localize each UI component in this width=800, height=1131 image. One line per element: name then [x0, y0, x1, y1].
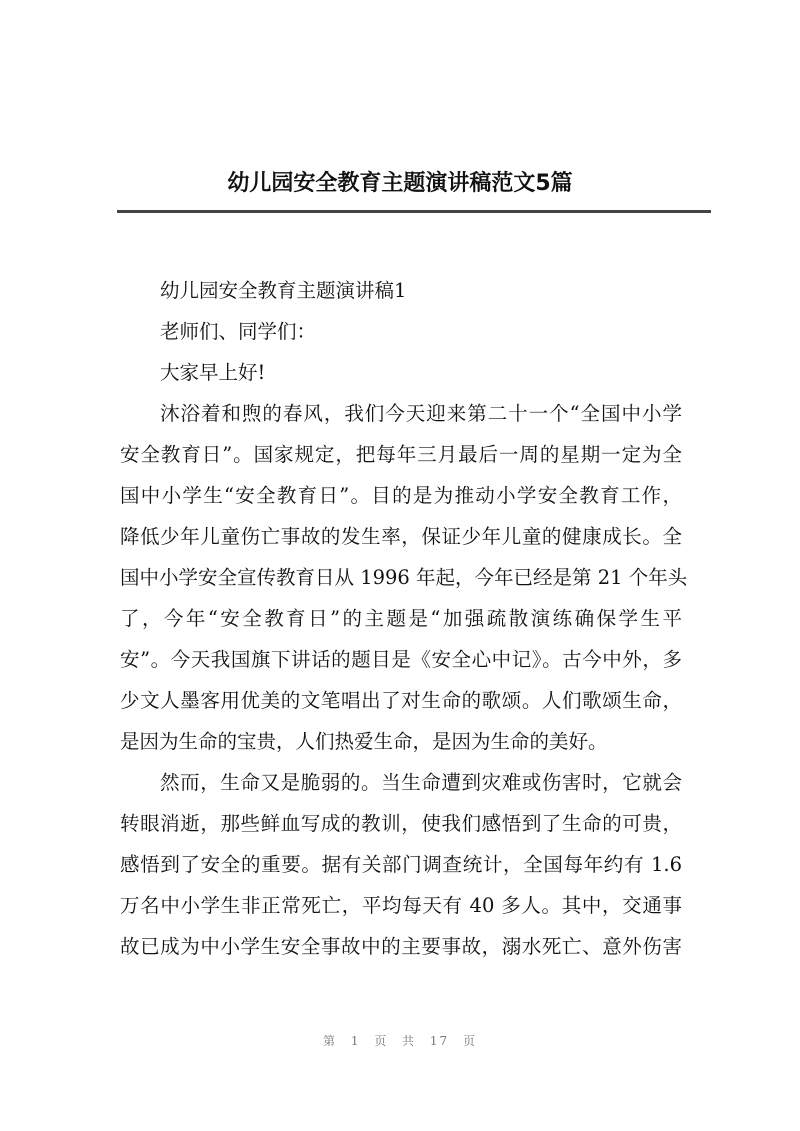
paragraph-line: 故已成为中小学生安全事故中的主要事故，溺水死亡、意外伤害 — [120, 935, 682, 958]
paragraph-line: 是因为生命的宝贵，人们热爱生命，是因为生命的美好。 — [120, 730, 608, 753]
paragraph-line: 少文人墨客用优美的文笔唱出了对生命的歌颂。人们歌颂生命， — [120, 689, 682, 712]
paragraph-line: 国中小学安全宣传教育日从 1996 年起，今年已经是第 21 个年头 — [120, 566, 688, 589]
paragraph-line: 然而，生命又是脆弱的。当生命遭到灾难或伤害时，它就会 — [160, 771, 682, 794]
paragraph-line: 沐浴着和煦的春风，我们今天迎来第二十一个“全国中小学 — [160, 402, 682, 425]
paragraph-line: 国中小学生“安全教育日”。目的是为推动小学安全教育工作， — [120, 484, 682, 507]
paragraph-line: 安全教育日”。国家规定，把每年三月最后一周的星期一定为全 — [120, 443, 682, 466]
paragraph-line: 感悟到了安全的重要。据有关部门调查统计，全国每年约有 1.6 — [120, 853, 682, 876]
document-title: 幼儿园安全教育主题演讲稿范文5篇 — [227, 171, 573, 196]
document-body — [120, 270, 688, 967]
title-divider — [117, 210, 711, 213]
salutation: 老师们、同学们： — [160, 320, 317, 343]
paragraph-line: 了，今年“安全教育日”的主题是“加强疏散演练确保学生平 — [120, 607, 682, 630]
paragraph-line: 万名中小学生非正常死亡，平均每天有 40 多人。其中，交通事 — [120, 894, 682, 917]
paragraph-line: 转眼消逝，那些鲜血写成的教训，使我们感悟到了生命的可贵， — [120, 812, 682, 835]
paragraph-line: 安”。今天我国旗下讲话的题目是《安全心中记》。古今中外，多 — [120, 648, 682, 671]
paragraph-line: 降低少年儿童伤亡事故的发生率，保证少年儿童的健康成长。全 — [120, 525, 682, 548]
greeting: 大家早上好! — [160, 361, 266, 384]
page-footer: 第 1 页 共 17 页 — [323, 1034, 477, 1048]
section-heading: 幼儿园安全教育主题演讲稿1 — [160, 279, 407, 302]
